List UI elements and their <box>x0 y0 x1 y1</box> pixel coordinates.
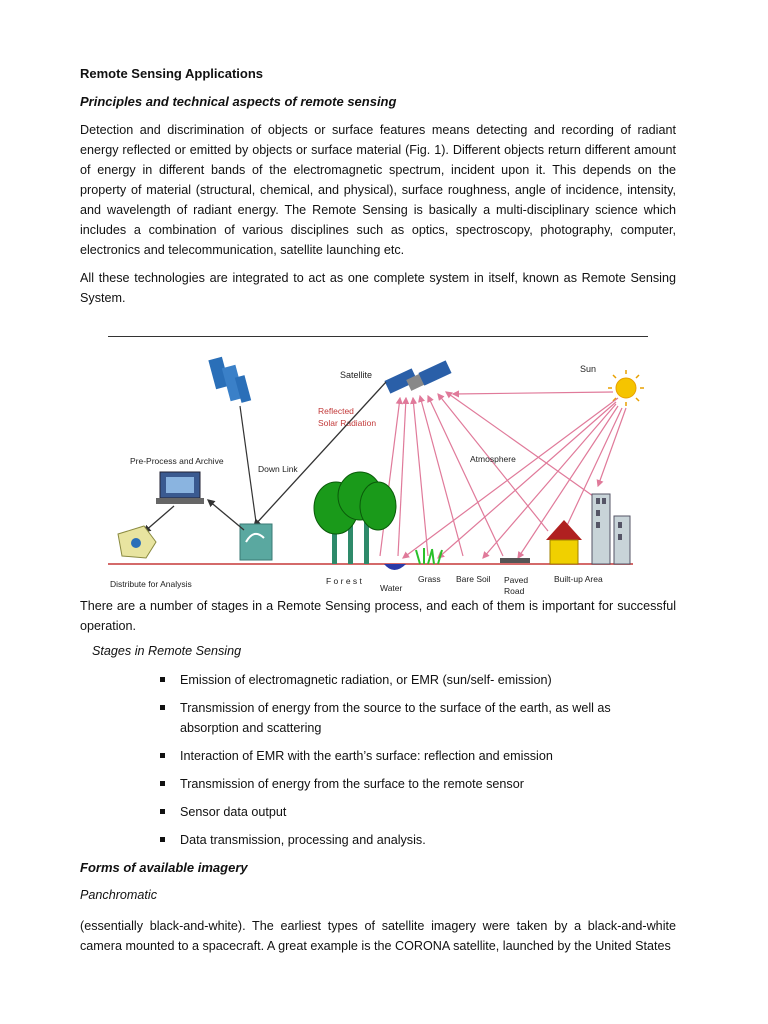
built-up-label: Built-up Area <box>554 574 603 584</box>
computer-icon <box>156 472 204 504</box>
down-link-label: Down Link <box>258 464 298 474</box>
section-subtitle: Principles and technical aspects of remote sensing <box>80 94 397 109</box>
bullet-icon <box>160 753 165 758</box>
remote-sensing-diagram <box>108 346 648 596</box>
distribution-map-icon <box>118 526 156 558</box>
house-icon <box>546 520 582 564</box>
stages-heading: Stages in Remote Sensing <box>92 644 242 658</box>
horizontal-rule <box>108 336 648 337</box>
paragraph-stages-intro: There are a number of stages in a Remote Sensing process, and each of them is important for successful operation. <box>80 599 676 633</box>
station-to-archive-arrow <box>208 500 244 530</box>
list-item: Interaction of EMR with the earth’s surface: reflection and emission <box>160 746 630 766</box>
bare-soil-label: Bare Soil <box>456 574 491 584</box>
sun-icon <box>608 370 644 406</box>
atmosphere-rays <box>453 392 613 394</box>
paragraph-integration: All these technologies are integrated to act as one complete system in itself, known as Remote Sensing System. <box>80 271 676 305</box>
paved-label: Paved <box>504 575 529 585</box>
forest-icon <box>314 472 396 564</box>
water-icon <box>384 564 406 570</box>
bullet-icon <box>160 677 165 682</box>
paved-road-icon <box>500 558 530 563</box>
pre-process-label: Pre-Process and Archive <box>130 456 224 466</box>
road-label: Road <box>504 586 525 596</box>
buildings-icon <box>592 494 630 564</box>
bullet-icon <box>160 705 165 710</box>
ground-station-icon <box>240 524 272 560</box>
reflected-label: Reflected <box>318 406 354 416</box>
panchromatic-heading: Panchromatic <box>80 888 157 902</box>
archive-to-distribute-arrow <box>144 506 174 532</box>
list-item: Emission of electromagnetic radiation, or EMR (sun/self- emission) <box>160 670 630 690</box>
bullet-icon <box>160 837 165 842</box>
atmosphere-label: Atmosphere <box>470 454 516 464</box>
bullet-icon <box>160 809 165 814</box>
document-title: Remote Sensing Applications <box>80 66 263 81</box>
forest-label: F o r e s t <box>326 576 362 586</box>
satellite-icon <box>384 360 451 393</box>
distribute-label: Distribute for Analysis <box>110 579 192 589</box>
list-item: Transmission of energy from the surface to the remote sensor <box>160 774 630 794</box>
forms-heading: Forms of available imagery <box>80 860 248 875</box>
solar-radiation-label: Solar Radiation <box>318 418 377 428</box>
grass-icon <box>416 548 442 564</box>
paragraph-panchromatic: (essentially black-and-white). The earliest types of satellite imagery were taken by a black-and-white camera mounted to a spacecraft. A great example is the CORONA satellite, launched by the United States <box>80 919 676 953</box>
relay-satellite-icon <box>208 357 251 403</box>
satellite-label: Satellite <box>340 370 373 380</box>
paragraph-detection: Detection and discrimination of objects or surface features means detecting and recording of radiant energy reflected or emitted by objects or surface material (Fig. 1). Different objects return different amount of energy in different bands of the electromagnetic spectrum, incident upon it. This depends on the property of material (structural, chemical, and physical), surface roughness, angle of incidence, intensity, and wavelength of radiant energy. The Remote Sensing is basically a multi-disciplinary science which includes a combination of various disciplines such as optics, spectroscopy, photography, computer, electronics and telecommunication, satellite launching etc. <box>80 123 676 257</box>
relay-link <box>240 406 256 522</box>
bullet-icon <box>160 781 165 786</box>
grass-label: Grass <box>418 574 441 584</box>
stages-list <box>160 670 630 858</box>
sun-label: Sun <box>580 364 597 374</box>
list-item: Sensor data output <box>160 802 630 822</box>
list-item: Transmission of energy from the source to the surface of the earth, as well as absorption and scattering <box>160 698 630 738</box>
list-item: Data transmission, processing and analysis. <box>160 830 630 850</box>
water-label: Water <box>380 583 403 593</box>
